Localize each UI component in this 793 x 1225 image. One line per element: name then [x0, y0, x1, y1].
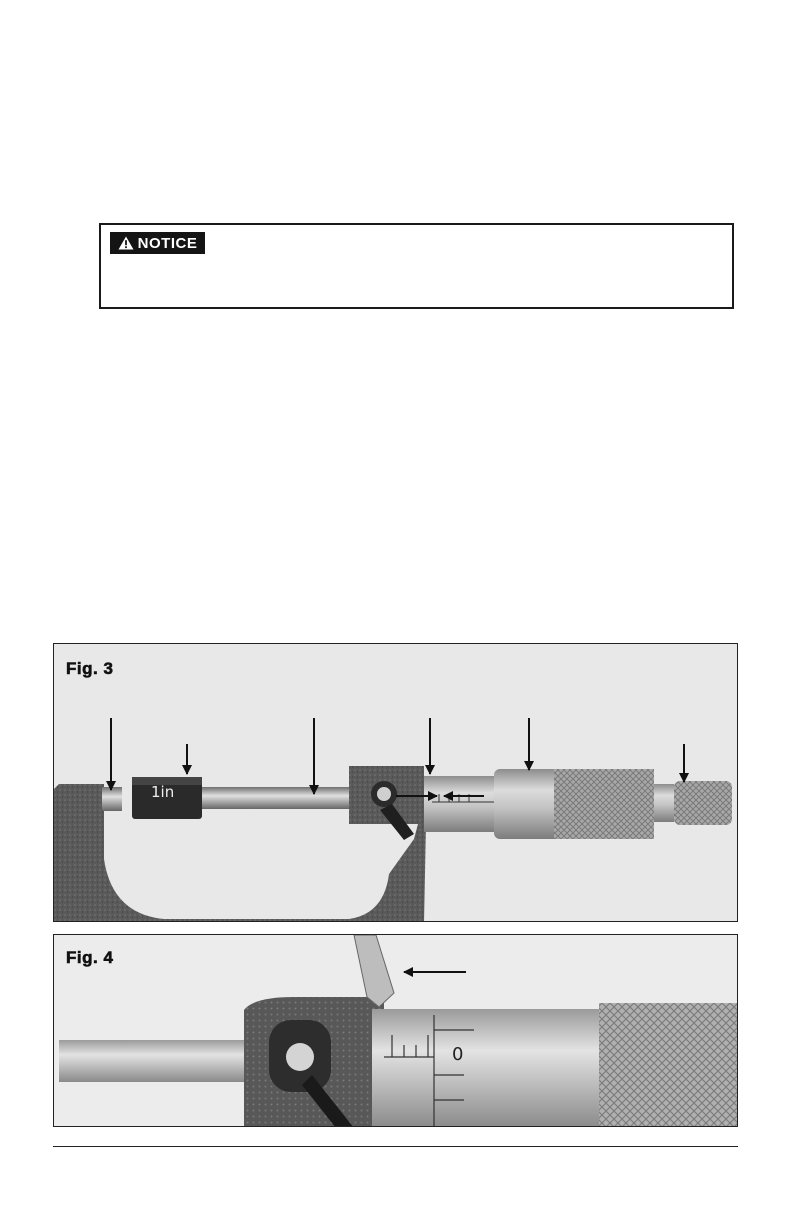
footer-rule: [53, 1146, 738, 1147]
figure-3: [53, 643, 738, 922]
thimble-zero-mark: 0: [452, 1044, 464, 1065]
notice-label: NOTICE: [137, 234, 198, 252]
gauge-block-label: 1in: [151, 783, 175, 801]
figure-4: [53, 934, 738, 1127]
lock-lever-photo: [54, 935, 738, 1127]
figure-4-label: Fig. 4: [66, 948, 114, 967]
notice-box: [99, 223, 734, 309]
figure-3-label: Fig. 3: [66, 659, 114, 678]
notice-badge: [110, 232, 205, 254]
warning-icon: [118, 236, 134, 250]
